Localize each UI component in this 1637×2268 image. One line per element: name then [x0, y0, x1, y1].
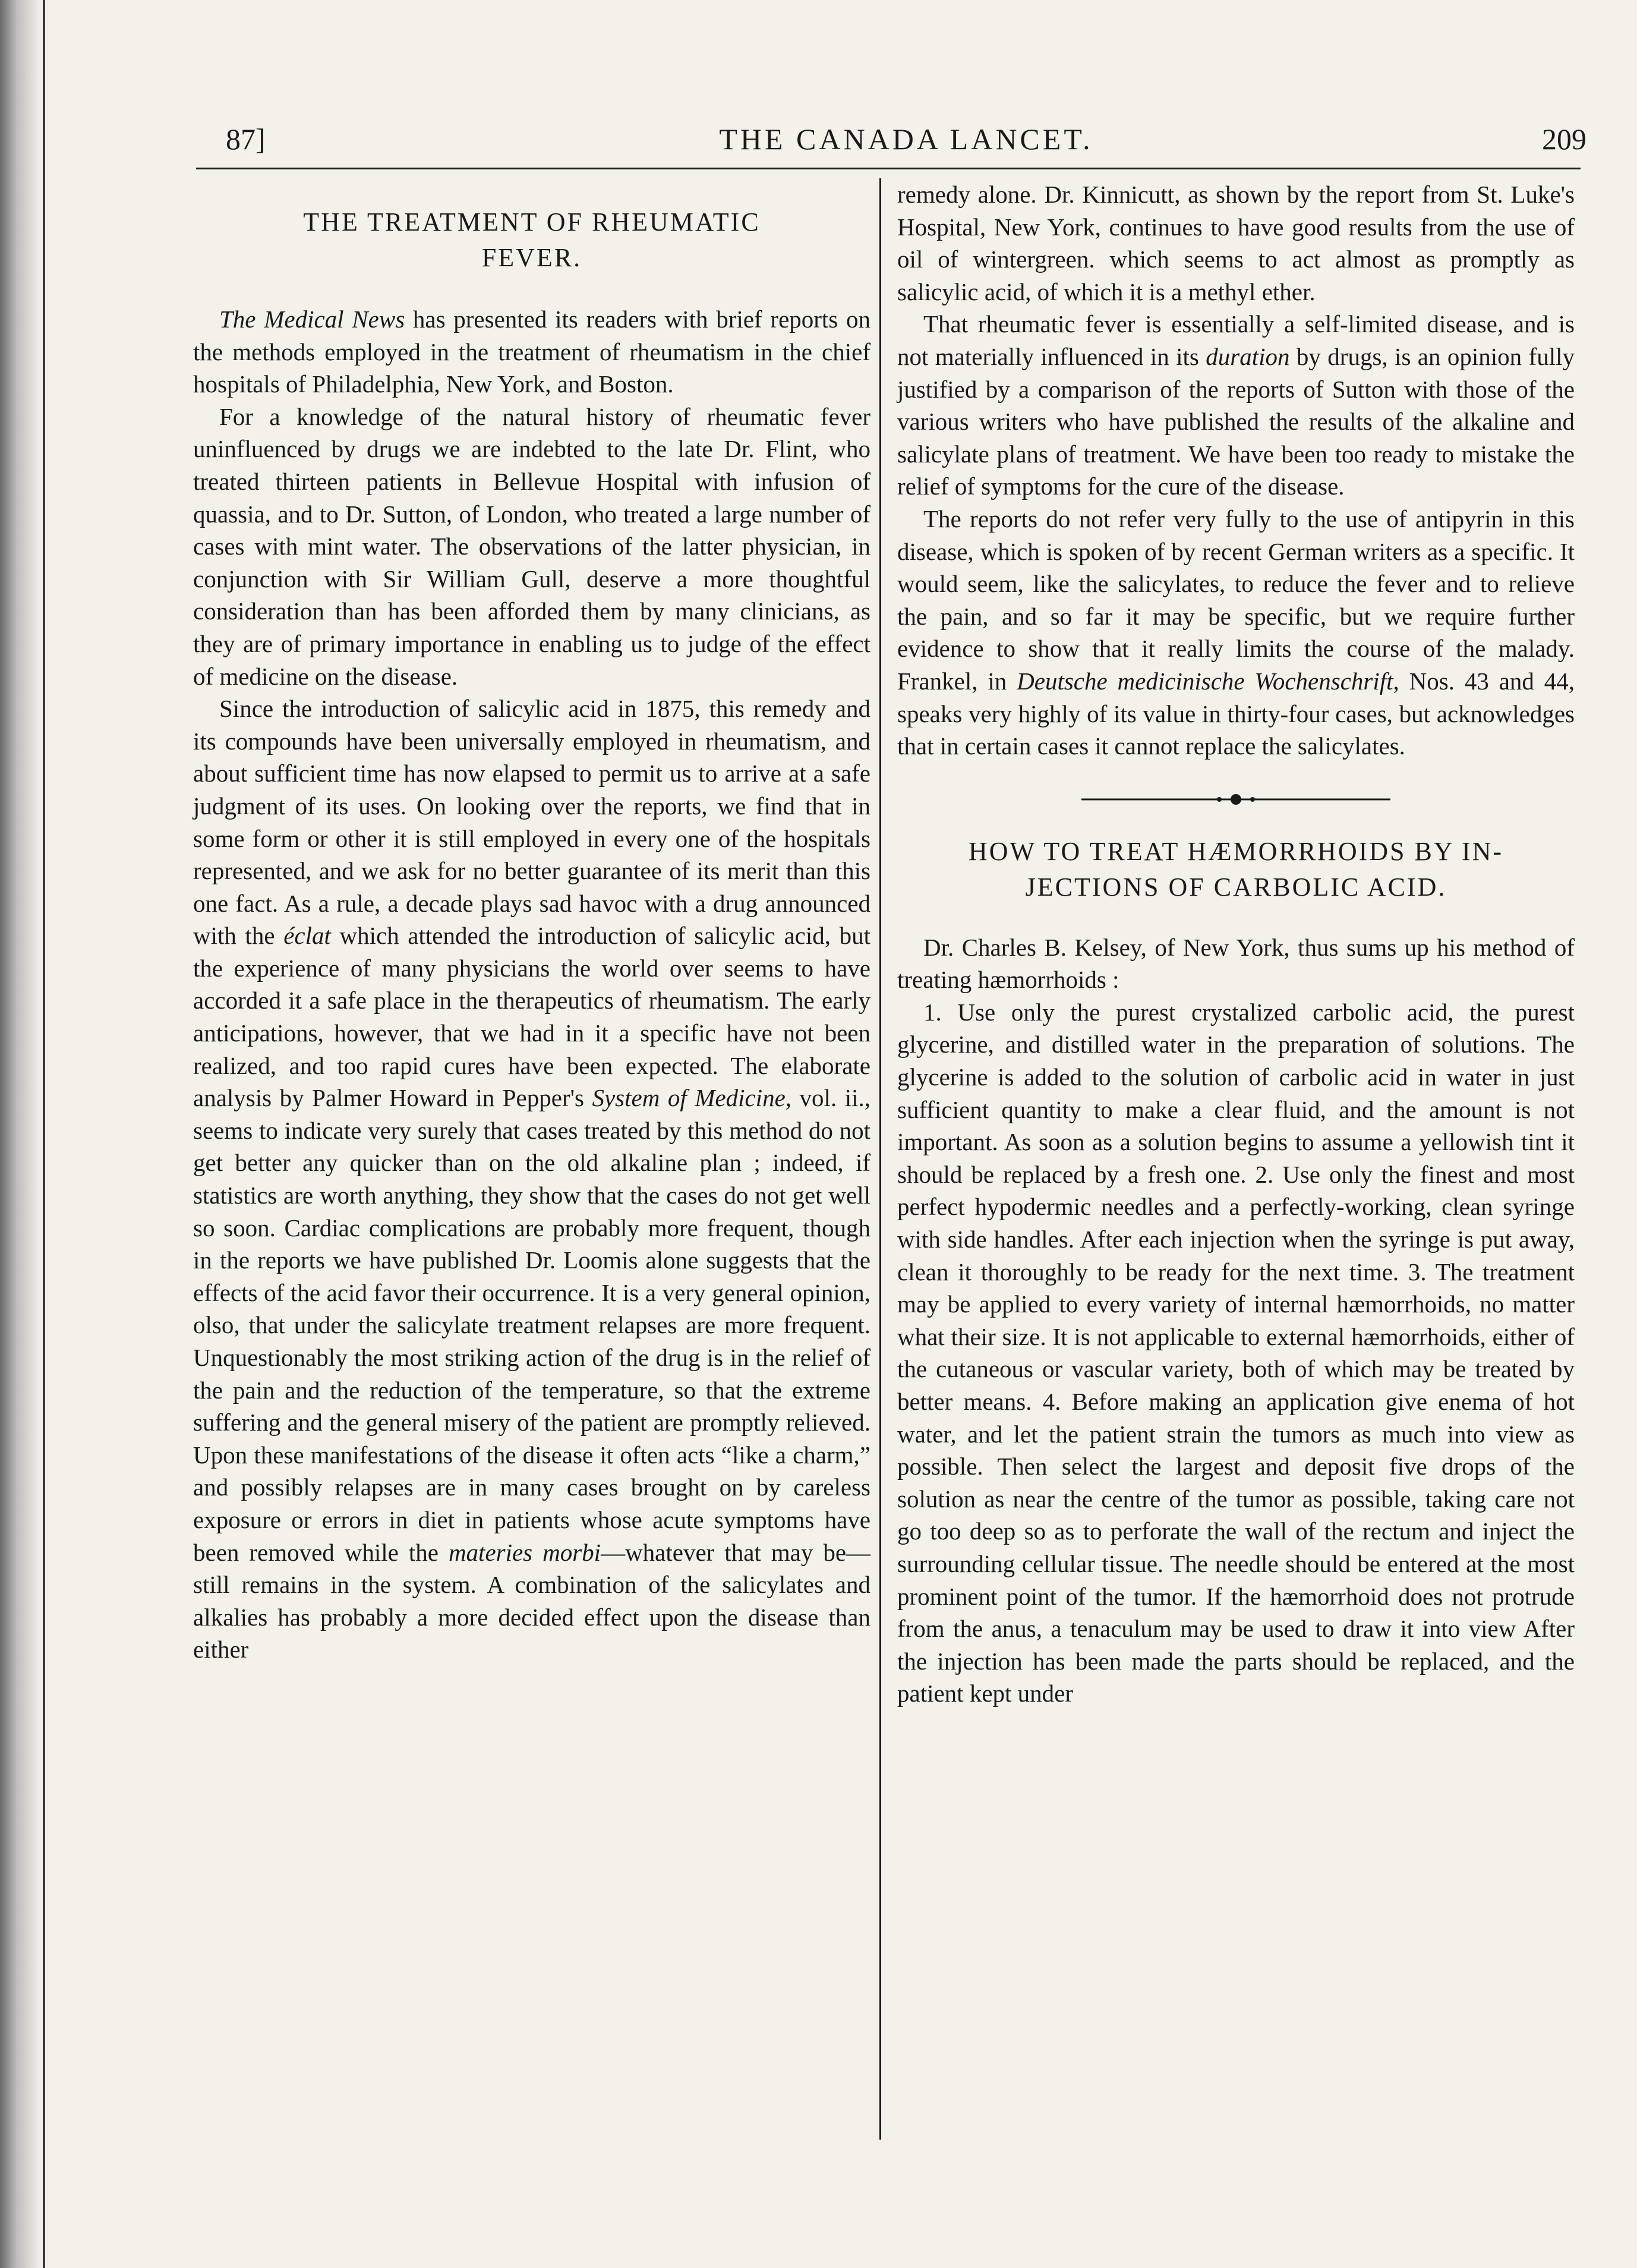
paragraph: The Medical News has presented its readers with brief reports on the methods employed in the treatment of rheumatism in the chief hospitals of Philadelphia, New York, and Boston. [193, 305, 870, 398]
paragraph: For a knowledge of the natural history of rheumatic fever uninfluenced by drugs we are indebted to the late Dr. Flint, who treated thirteen patients in Bellevue Hospital with infusion of quassia, and to Dr. Sutton, of London, who treated a large number of cases with mint water. The observations of the latter physician, in conjunction with Sir William Gull, deserve a more thoughtful consideration than has been afforded them by many clinicians, as they are of primary importance in enabling us to judge of the effect of medicine on the disease. [193, 402, 870, 690]
article-title-line: FEVER. [481, 243, 582, 272]
paragraph-continued: remedy alone. Dr. Kinnicutt, as shown by the report from St. Luke's Hospital, New York, continues to have good results from the use of oil of wintergreen. which seems to act almost as promptly as salicylic acid, of which it is a methyl ether. [897, 181, 1575, 305]
paragraph: 1. Use only the purest crystalized carbolic acid, the purest glycerine, and distilled water in the preparation of solutions. The glycerine is added to the solution of carbolic acid in water in just sufficient quantity to make a clear fluid, and the amount is not important. As soon as a solution begins to assume a yellowish tint it should be replaced by a fresh one. 2. Use only the finest and most perfect hypodermic needles and a perfectly-working, clean syringe with side handles. After each injection when the syringe is put away, clean it thoroughly to be ready for the next time. 3. The treatment may be applied to every variety of internal hæmorrhoids, no matter what their size. It is not applicable to external hæmorrhoids, either of the cutaneous or vascular variety, both of which may be treated by better means. 4. Before making an application give enema of hot water, and let the patient strain the tumors as much into view as possible. Then select the largest and deposit five drops of the solution as near the centre of the tumor as possible, taking care not go too deep so as to perforate the wall of the rectum and inject the surrounding cellular tissue. The needle should be entered at the most prominent point of the tumor. If the hæmorrhoid does not protrude from the anus, a tenaculum may be used to draw it into view After the injection has been made the parts should be replaced, and the patient kept under [897, 998, 1575, 1708]
article-title-line: HOW TO TREAT HÆMORRHOIDS BY IN- [968, 836, 1504, 866]
issue-number: 87] [226, 122, 266, 156]
paragraph: Dr. Charles B. Kelsey, of New York, thus sums up his method of treating hæmorrhoids : [897, 933, 1575, 994]
article-title-haemorrhoids [897, 834, 1575, 905]
column-rule [879, 178, 881, 2140]
paragraph: The reports do not refer very fully to the use of antipyrin in this disease, which is spoken of by recent German writers as a specific. It would seem, like the salicylates, to reduce the fever and to relieve the pain, and so far it may be specific, but we require further evidence to show that it really limits the course of the malady. Frankel, in Deutsche medicinische Wochenschrift, Nos. 43 and 44, speaks very highly of its value in thirty-four cases, but acknowledges that in certain cases it cannot replace the salicylates. [897, 505, 1575, 760]
binding-edge [43, 0, 45, 2268]
article-title-line: THE TREATMENT OF RHEUMATIC [303, 207, 761, 237]
paragraph: That rheumatic fever is essentially a self-limited disease, and is not materially influenced in its duration by drugs, is an opinion fully justified by a comparison of the reports of Sutton with those of the various writers who have published the results of the alkaline and salicylate plans of treatment. We have been too ready to mistake the relief of symptoms for the cure of the disease. [897, 310, 1575, 500]
running-header [226, 122, 1586, 163]
binding-shadow [0, 0, 42, 2268]
page-number: 209 [1542, 122, 1586, 156]
paragraph: Since the introduction of salicylic acid in 1875, this remedy and its compounds have been universally employed in rheumatism, and about sufficient time has now elapsed to permit us to arrive at a safe judgment of its uses. On looking over the reports, we find that in some form or other it is still employed in every one of the hospitals represented, and we ask for no better guarantee of its merit than this one fact. As a rule, a decade plays sad havoc with a drug announced with the éclat which attended the introduction of salicylic acid, but the experience of many physicians the world over seems to have accorded it a safe place in the therapeutics of rheumatism. The early anticipations, however, that we had in it a specific have not been realized, and too rapid cures have been expected. The elaborate analysis by Palmer Howard in Pepper's System of Medicine, vol. ii., seems to indicate very surely that cases treated by this method do not get better any quicker than on the old alkaline plan ; indeed, if statistics are worth anything, they show that the cases do not get well so soon. Cardiac complications are probably more frequent, though in the reports we have published Dr. Loomis alone suggests that the effects of the acid favor their occurrence. It is a very general opinion, olso, that under the salicylate treatment relapses are more frequent. Unquestionably the most striking action of the drug is in the relief of the pain and the reduction of the temperature, so that the extreme suffering and the general misery of the patient are promptly relieved. Upon these manifestations of the disease it often acts “like a charm,” and possibly relapses are in many cases brought on by careless exposure or errors in diet in patients whose acute symptoms have been removed while the materies morbi—whatever that may be—still remains in the system. A combination of the salicylates and alkalies has probably a more decided effect upon the disease than either [193, 695, 871, 1664]
article-title-rheumatic-fever [193, 204, 870, 276]
right-column [897, 178, 1575, 1710]
left-column [193, 178, 870, 1666]
ornament-divider [1081, 792, 1390, 807]
header-rule [196, 168, 1581, 169]
article-title-line: JECTIONS OF CARBOLIC ACID. [1025, 872, 1447, 902]
journal-title: THE CANADA LANCET. [719, 122, 1093, 156]
source-name: The Medical News [219, 305, 405, 333]
